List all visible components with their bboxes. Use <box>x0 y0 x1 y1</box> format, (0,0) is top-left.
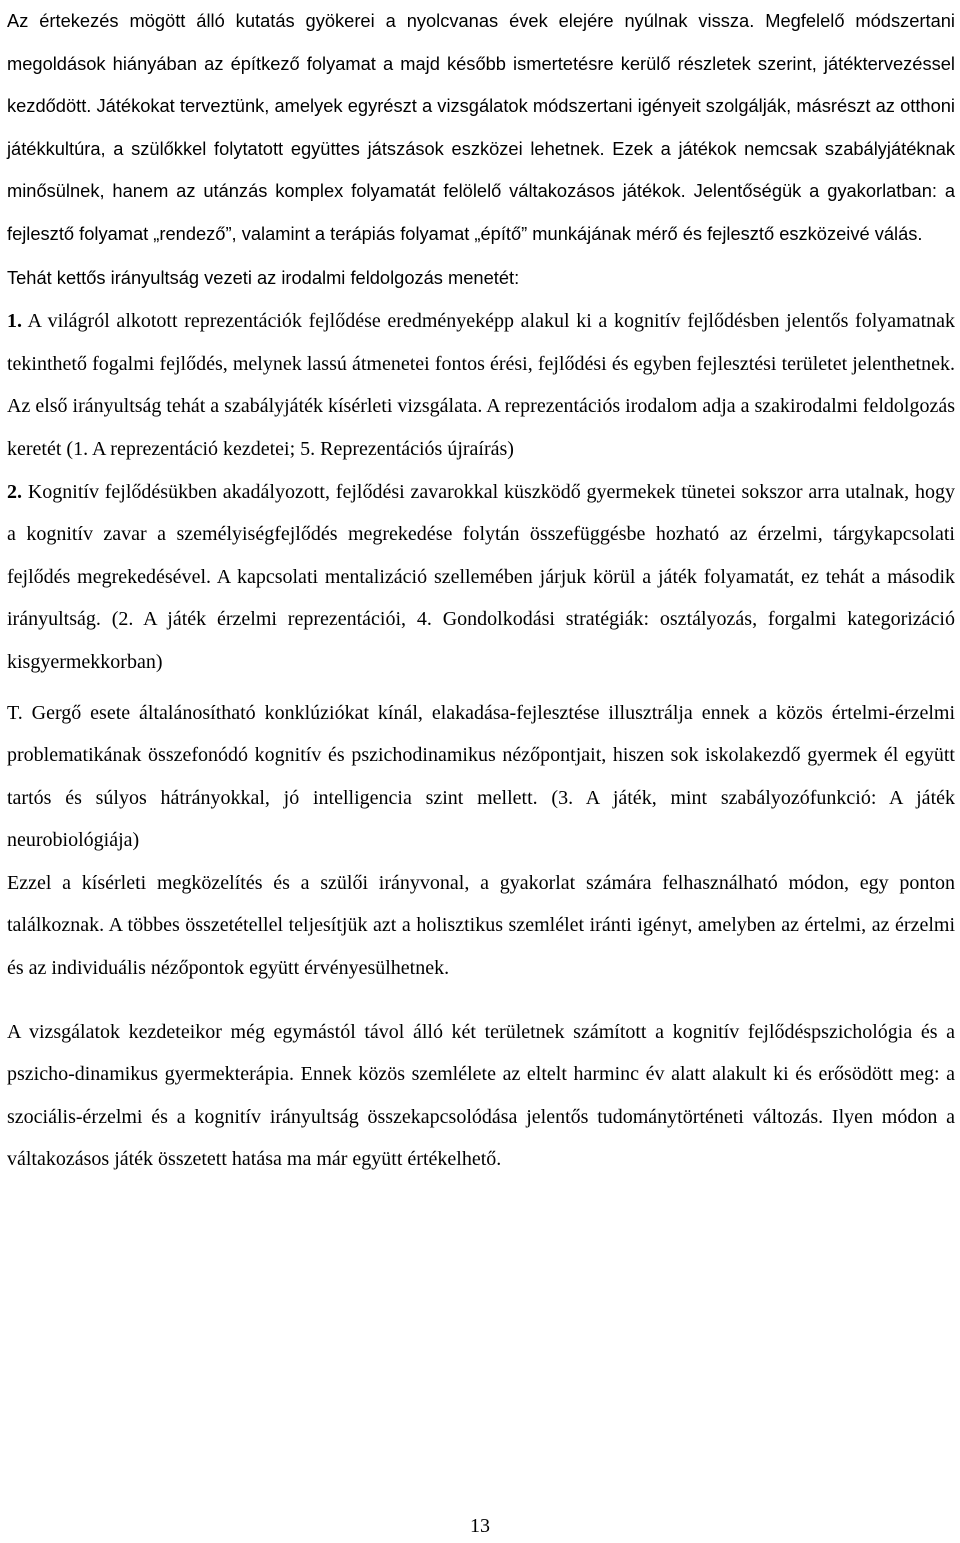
point-number-1: 1. <box>7 310 22 333</box>
point-text-1: A világról alkotott reprezentációk fejlődése eredményeképp alakul ki a kognitív fejlődésben jelentős folyamatnak tekinthető fogalmi fejlődés, melynek lassú átmenetei fontos érési, fejlődési és egyben fejlesztési területet jelenthetnek. Az első irányultság tehát a szabályjáték kísérleti vizsgálata. A reprezentációs irodalom adja a szakirodalmi feldolgozás keretét (1. A reprezentáció kezdetei; 5. Reprezentációs újraírás) <box>7 310 955 460</box>
paragraph-intro: Az értekezés mögött álló kutatás gyökerei a nyolcvanas évek elejére nyúlnak vissza. Megfelelő módszertani megoldások hiányában az építkező folyamat a majd később ismertetésre kerülő részletek szerint, játéktervezéssel kezdődött. Játékokat terveztünk, amelyek egyrészt a vizsgálatok módszertani igényeit szolgálják, másrészt az otthoni játékkultúra, a szülőkkel folytatott együttes játszások eszközei lehetnek. Ezek a játékok nemcsak szabályjátéknak minősülnek, hanem az utánzás komplex folyamatát felölelő váltakozásos játékok. Jelentőségük a gyakorlatban: a fejlesztő folyamat „rendező”, valamint a terápiás folyamat „építő” munkájának mérő és fejlesztő eszközeivé válás. <box>7 10 955 244</box>
paragraph-point-2 <box>7 471 955 684</box>
page-number: 13 <box>470 1515 490 1537</box>
paragraph-history: A vizsgálatok kezdeteikor még egymástól távol álló két területnek számított a kognitív fejlődéspszichológia és a pszicho-dinamikus gyermekterápia. Ennek közös szemlélete az eltelt harminc év alatt alakult ki és erősödött meg: a szociális-érzelmi és a kognitív irányultság összekapcsolódása jelentős tudománytörténeti változás. Ilyen módon a váltakozásos játék összetett hatása ma már együtt értékelhető. <box>7 1020 955 1171</box>
point-number-2: 2. <box>7 480 22 503</box>
paragraph-holistic: Ezzel a kísérleti megközelítés és a szülői irányvonal, a gyakorlat számára felhasználható módon, egy ponton találkoznak. A többes összetétellel teljesítjük azt a holisztikus szemlélet iránti igényt, amelyben az értelmi, az érzelmi és az individuális nézőpontok együtt érvényesülhetnek. <box>7 871 955 980</box>
paragraph-case-gergo: T. Gergő esete általánosítható konklúziókat kínál, elakadása-fejlesztése illusztrálja ennek a közös értelmi-érzelmi problematikának összefonódó kognitív és pszichodinamikus nézőpontjait, hiszen sok iskolakezdő gyermek él együtt tartós és súlyos hátrányokkal, jó intelligencia szint mellett. (3. A játék, mint szabályozófunkció: A játék neurobiológiája) <box>7 701 955 852</box>
point-text-2: Kognitív fejlődésükben akadályozott, fejlődési zavarokkal küszködő gyermekek tünetei sokszor arra utalnak, hogy a kognitív zavar a személyiségfejlődés megrekedése folytán összefüggésbe hozható az érzelmi, tárgykapcsolati fejlődés megrekedésével. A kapcsolati mentalizáció szellemében járjuk körül a játék folyamatát, ez tehát a második irányultság. (2. A játék érzelmi reprezentációi, 4. Gondolkodási stratégiák: osztályozás, forgalmi kategorizáció kisgyermekkorban) <box>7 480 955 673</box>
paragraph-point-1 <box>7 300 955 470</box>
document-page <box>7 0 955 1181</box>
paragraph-dual-orientation: Tehát kettős irányultság vezeti az irodalmi feldolgozás menetét: <box>7 266 520 288</box>
